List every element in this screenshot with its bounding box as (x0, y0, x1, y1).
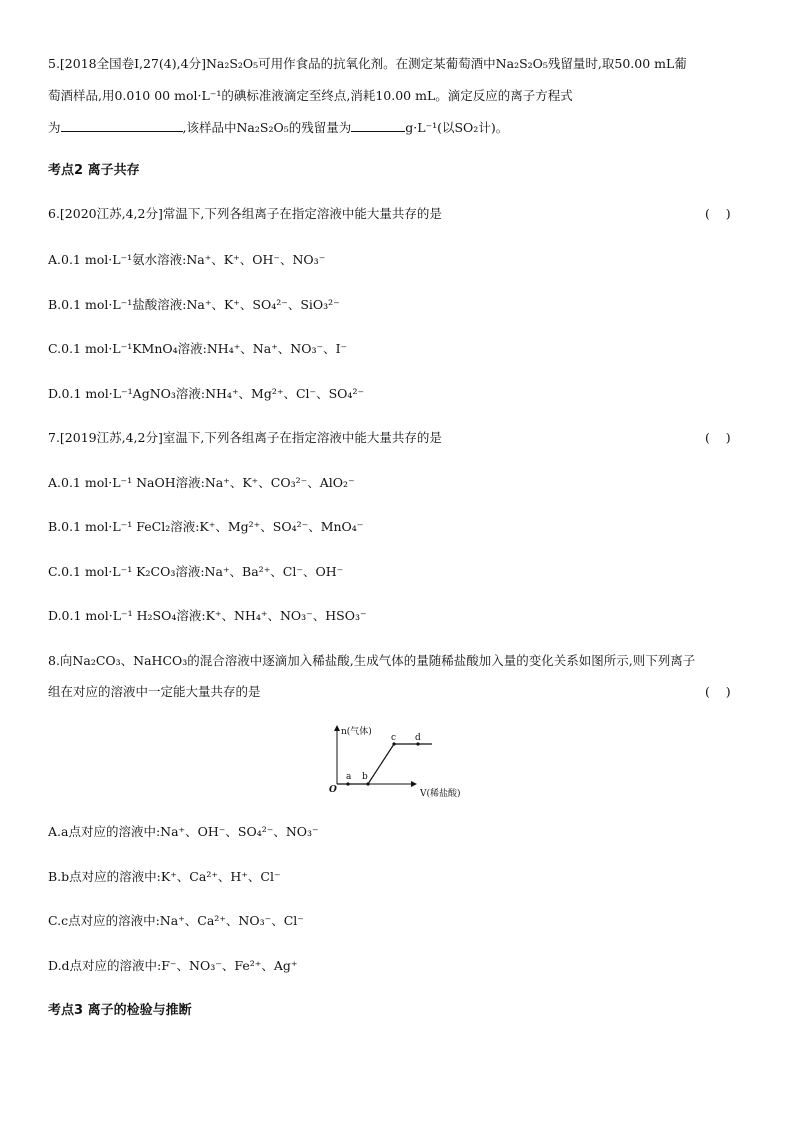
q6-option-a[interactable]: A.0.1 mol·L⁻¹氨水溶液:Na⁺、K⁺、OH⁻、NO₃⁻ (48, 252, 326, 267)
figure-point-a (346, 782, 349, 785)
q5-line-3 (48, 119, 508, 136)
figure-origin-label: O (329, 785, 337, 795)
q6-option-c[interactable]: C.0.1 mol·L⁻¹KMnO₄溶液:NH₄⁺、Na⁺、NO₃⁻、I⁻ (48, 341, 348, 356)
q8-option-a[interactable]: A.a点对应的溶液中:Na⁺、OH⁻、SO₄²⁻、NO₃⁻ (48, 824, 319, 839)
q6-stem: 6.[2020江苏,4,2分]常温下,下列各组离子在指定溶液中能大量共存的是 (48, 206, 442, 221)
figure-label-a: a (346, 772, 352, 782)
q7-option-b[interactable]: B.0.1 mol·L⁻¹ FeCl₂溶液:K⁺、Mg²⁺、SO₄²⁻、MnO₄⁻ (48, 519, 364, 534)
q6-answer-bracket[interactable]: ( ) (705, 206, 731, 221)
q8-gas-volume-figure (328, 722, 468, 802)
figure-point-b (366, 782, 369, 785)
q8-stem-line-1: 8.向Na₂CO₃、NaHCO₃的混合溶液中逐滴加入稀盐酸,生成气体的量随稀盐酸加入量的变化关系如图所示,则下列离子 (48, 653, 696, 668)
figure-label-c: c (391, 733, 397, 743)
q7-answer-bracket[interactable]: ( ) (705, 430, 731, 445)
q8-answer-bracket[interactable]: ( ) (705, 684, 731, 699)
figure-y-axis-label: n(气体) (341, 727, 372, 737)
q8-stem-line-2: 组在对应的溶液中一定能大量共存的是 (48, 684, 261, 699)
q5-line-2: 萄酒样品,用0.010 00 mol·L⁻¹的碘标准液滴定至终点,消耗10.00 mL。滴定反应的离子方程式 (48, 88, 573, 103)
figure-x-axis-label: V(稀盐酸) (420, 789, 461, 799)
figure-label-d: d (415, 733, 421, 743)
q5-line-3-suffix: g·L⁻¹(以SO₂计)。 (405, 120, 509, 135)
q8-option-b[interactable]: B.b点对应的溶液中:K⁺、Ca²⁺、H⁺、Cl⁻ (48, 869, 281, 884)
figure-label-b: b (362, 772, 368, 782)
section-2-heading: 考点2 离子共存 (48, 163, 140, 178)
q6-option-b[interactable]: B.0.1 mol·L⁻¹盐酸溶液:Na⁺、K⁺、SO₄²⁻、SiO₃²⁻ (48, 297, 340, 312)
q8-option-d[interactable]: D.d点对应的溶液中:F⁻、NO₃⁻、Fe²⁺、Ag⁺ (48, 958, 298, 973)
q7-option-a[interactable]: A.0.1 mol·L⁻¹ NaOH溶液:Na⁺、K⁺、CO₃²⁻、AlO₂⁻ (48, 475, 355, 490)
q5-residue-blank[interactable] (351, 119, 405, 132)
q6-option-d[interactable]: D.0.1 mol·L⁻¹AgNO₃溶液:NH₄⁺、Mg²⁺、Cl⁻、SO₄²⁻ (48, 386, 365, 401)
q5-line-3-prefix: 为 (48, 120, 61, 135)
q7-option-c[interactable]: C.0.1 mol·L⁻¹ K₂CO₃溶液:Na⁺、Ba²⁺、Cl⁻、OH⁻ (48, 564, 344, 579)
q8-option-c[interactable]: C.c点对应的溶液中:Na⁺、Ca²⁺、NO₃⁻、Cl⁻ (48, 913, 304, 928)
q7-option-d[interactable]: D.0.1 mol·L⁻¹ H₂SO₄溶液:K⁺、NH₄⁺、NO₃⁻、HSO₃⁻ (48, 608, 367, 623)
section-3-heading: 考点3 离子的检验与推断 (48, 1003, 192, 1018)
q5-equation-blank[interactable] (61, 119, 183, 132)
q7-stem: 7.[2019江苏,4,2分]室温下,下列各组离子在指定溶液中能大量共存的是 (48, 430, 442, 445)
q5-line-3-mid: ,该样品中Na₂S₂O₅的残留量为 (182, 120, 352, 135)
q5-line-1: 5.[2018全国卷Ⅰ,27(4),4分]Na₂S₂O₅可用作食品的抗氧化剂。在测定某葡萄酒中Na₂S₂O₅残留量时,取50.00 mL葡 (48, 56, 687, 71)
